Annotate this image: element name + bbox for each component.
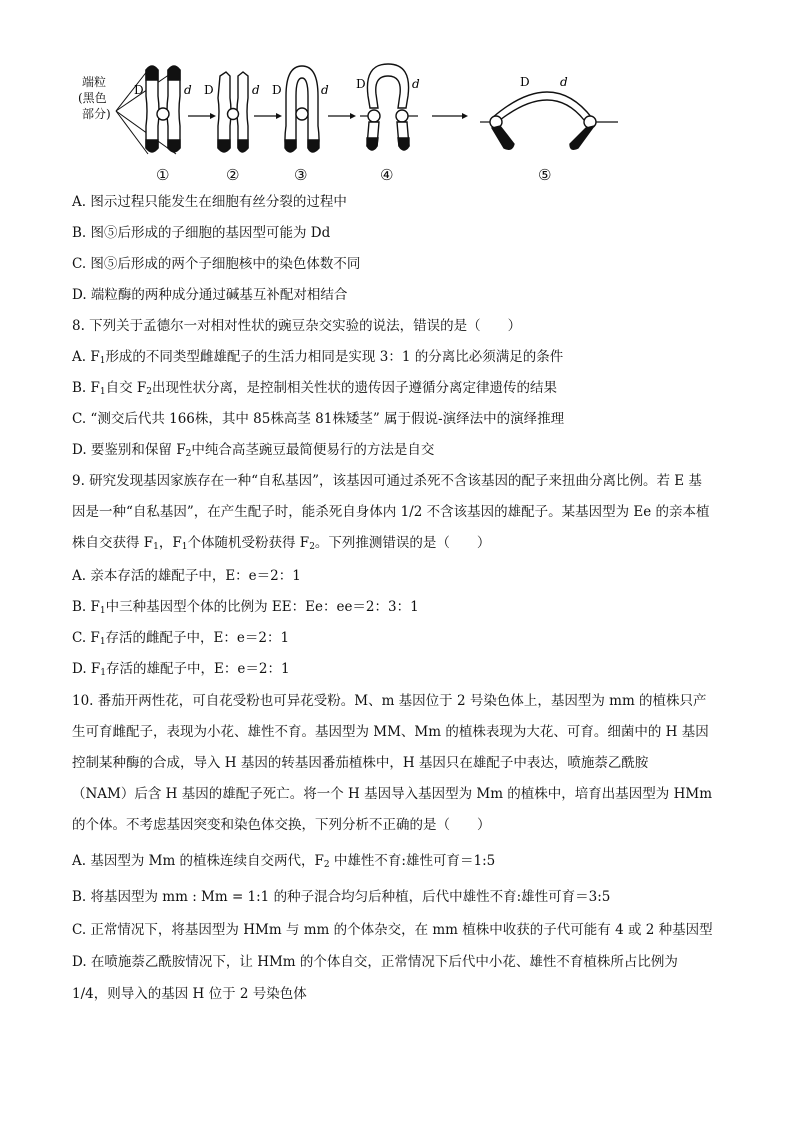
q7-option-d: D. 端粒酶的两种成分通过碱基互补配对相结合 — [72, 287, 348, 303]
q9-option-b: B. $F_1$中三种基因型个体的比例为 EE：Ee：ee＝2：3：1 — [72, 599, 419, 616]
q9-stem-line-3: 株自交获得 $F_1$，$F_1$个体随机受粉获得 $F_2$。下列推测错误的是（ ） — [72, 535, 491, 552]
q7-option-c: C. 图⑤后形成的两个子细胞核中的染色体数不同 — [72, 256, 361, 272]
stage-number-5: ⑤ — [538, 166, 552, 184]
chromosome-figure — [72, 56, 632, 186]
q10-stem-line-3: 控制某种酶的合成，导入 H 基因的转基因番茄植株中，H 基因只在雄配子中表达，喷施萘乙酰胺 — [72, 755, 649, 771]
q10-option-b: B. 将基因型为 mm : Mm = 1:1 的种子混合均匀后种植，后代中雄性不育:雄性可育＝3:5 — [72, 889, 611, 905]
q9-stem-line-2: 因是一种“自私基因”，在产生配子时，能杀死自身体内 1/2 不含该基因的雄配子。某基因型为 Ee 的亲本植 — [72, 504, 710, 520]
q10-stem-line-2: 生可育雌配子，表现为小花、雄性不育。基因型为 MM、Mm 的植株表现为大花、可育。细菌中的 H 基因 — [72, 724, 709, 740]
q9-option-a: A. 亲本存活的雄配子中，E：e＝2：1 — [72, 568, 301, 584]
q8-stem: 8. 下列关于孟德尔一对相对性状的豌豆杂交实验的说法，错误的是（ ） — [72, 318, 522, 334]
gene-D-3: D — [272, 83, 282, 97]
chromosome-stage-3 — [285, 66, 319, 152]
stage-number-1: ① — [156, 166, 170, 184]
gene-d-4: d — [412, 77, 420, 91]
callout-label-line2: (黑色 — [78, 91, 107, 105]
q8-option-a: A. $F_1$形成的不同类型雌雄配子的生活力相同是实现 3：1 的分离比必须满足的条件 — [72, 349, 564, 366]
gene-D-4: D — [356, 77, 366, 91]
q10-option-c: C. 正常情况下，将基因型为 HMm 与 mm 的个体杂交，在 mm 植株中收获的子代可能有 4 或 2 种基因型 — [72, 922, 713, 938]
callout-label-line1: 端粒 — [82, 75, 107, 89]
chromosome-stage-4 — [367, 64, 409, 150]
gene-D-2: D — [204, 83, 214, 97]
q9-option-d: D. $F_1$存活的雄配子中，E：e＝2：1 — [72, 661, 290, 678]
chromosome-stage-5 — [490, 92, 596, 149]
q8-option-c: C. “测交后代共 166株，其中 85株高茎 81株矮茎” 属于假说-演绎法中的演绎推理 — [72, 411, 565, 427]
chromosome-stage-2 — [218, 72, 248, 152]
gene-D-1: D — [134, 83, 144, 97]
q10-stem-line-4: （NAM）后含 H 基因的雄配子死亡。将一个 H 基因导入基因型为 Mm 的植株中，培育出基因型为 HMm — [72, 786, 712, 802]
q7-option-a: A. 图示过程只能发生在细胞有丝分裂的过程中 — [72, 194, 347, 210]
stage-number-2: ② — [226, 166, 240, 184]
q10-option-d-line-2: 1/4，则导入的基因 H 位于 2 号染色体 — [72, 986, 307, 1002]
q10-stem-line-5: 的个体。不考虑基因突变和染色体交换，下列分析不正确的是（ ） — [72, 817, 491, 833]
q7-option-b: B. 图⑤后形成的子细胞的基因型可能为 Dd — [72, 225, 331, 241]
q10-option-a: A. 基因型为 Mm 的植株连续自交两代，$F_2$ 中雄性不育:雄性可育＝1:5 — [72, 853, 496, 870]
q10-stem-line-1: 10. 番茄开两性花，可自花受粉也可异花受粉。M、m 基因位于 2 号染色体上，基因型为 mm 的植株只产 — [72, 693, 707, 709]
gene-d-2: d — [252, 83, 260, 97]
gene-D-5: D — [520, 75, 530, 89]
gene-d-3: d — [321, 83, 329, 97]
gene-d-5: d — [560, 75, 568, 89]
stage-number-3: ③ — [294, 166, 308, 184]
q9-stem-line-1: 9. 研究发现基因家族存在一种“自私基因”，该基因可通过杀死不含该基因的配子来扭曲分离比例。若 E 基 — [72, 473, 702, 489]
q8-option-d: D. 要鉴别和保留 $F_2$中纯合高茎豌豆最简便易行的方法是自交 — [72, 442, 435, 459]
q9-option-c: C. $F_1$存活的雌配子中，E：e＝2：1 — [72, 630, 290, 647]
q8-option-b: B. $F_1$自交 $F_2$出现性状分离，是控制相关性状的遗传因子遵循分离定律遗传的结果 — [72, 380, 558, 397]
gene-d-1: d — [184, 83, 192, 97]
stage-number-4: ④ — [380, 166, 394, 184]
callout-label-line3: 部分) — [82, 107, 111, 121]
q10-option-d-line-1: D. 在喷施萘乙酰胺情况下，让 HMm 的个体自交，正常情况下后代中小花、雄性不育植株所占比例为 — [72, 954, 678, 970]
